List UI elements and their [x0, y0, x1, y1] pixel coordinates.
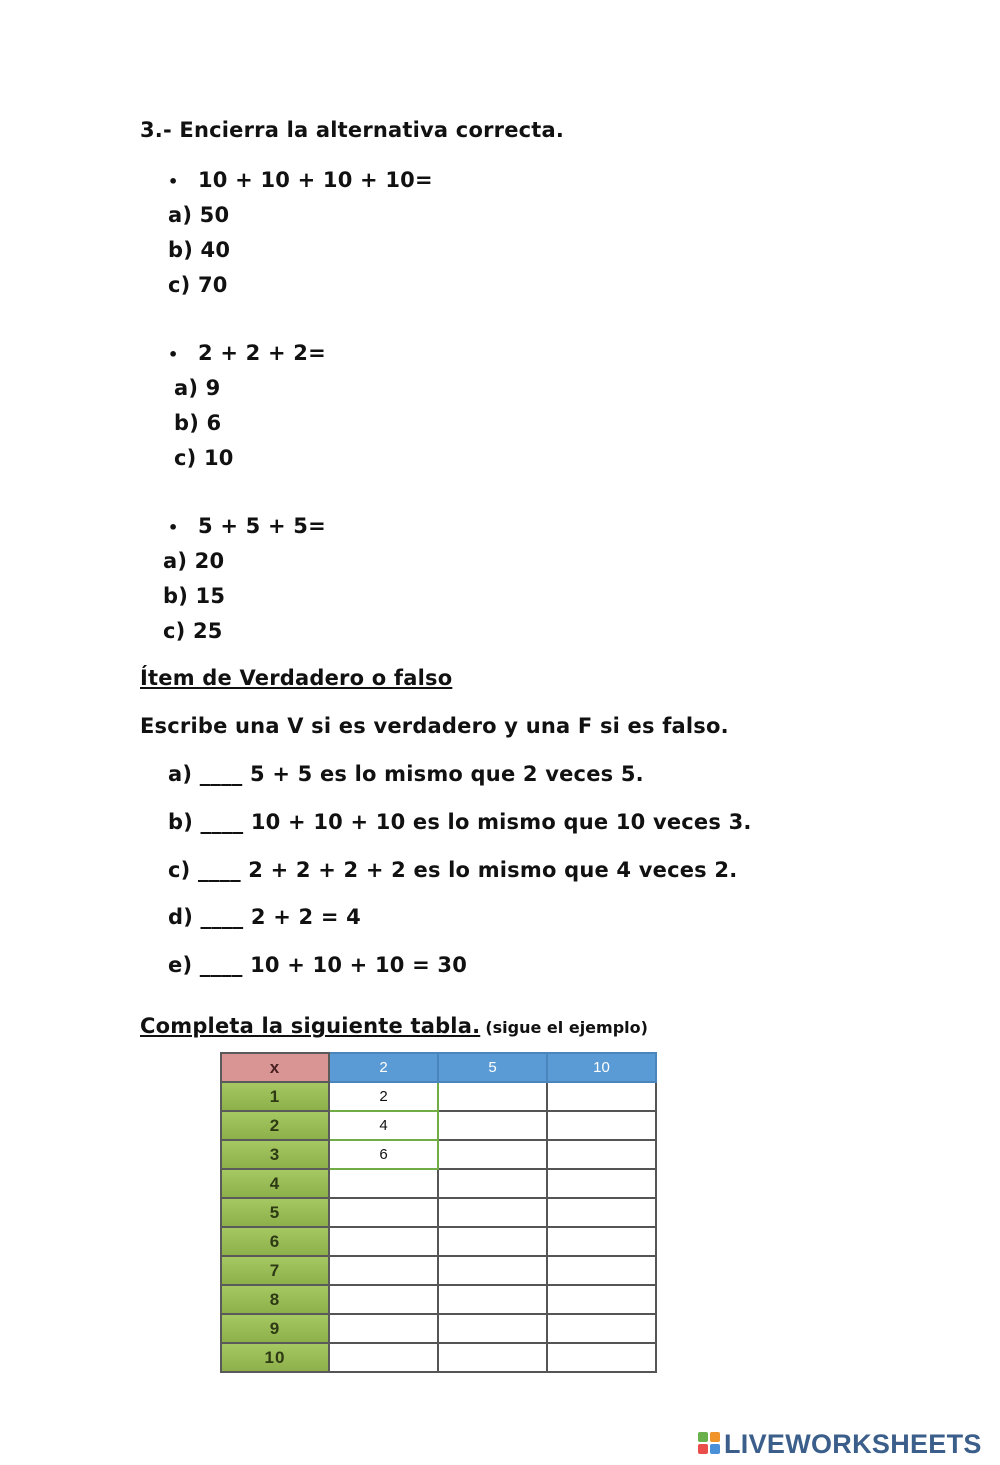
answer-cell[interactable] — [438, 1343, 547, 1372]
question-1-prompt: • 10 + 10 + 10 + 10= — [168, 168, 433, 192]
example-cell: 2 — [329, 1082, 438, 1111]
table-heading-row — [140, 1014, 648, 1038]
answer-cell[interactable] — [438, 1111, 547, 1140]
tf-item-a: a) ____ 5 + 5 es lo mismo que 2 veces 5. — [168, 762, 644, 786]
answer-blank[interactable]: ____ — [200, 810, 244, 834]
question-2-option-c[interactable]: c) 10 — [174, 446, 234, 470]
multiplication-table — [220, 1052, 657, 1373]
table-heading: Completa la siguiente tabla. — [140, 1014, 481, 1038]
answer-blank[interactable]: ____ — [197, 858, 241, 882]
tf-item-c: c) ____ 2 + 2 + 2 + 2 es lo mismo que 4 veces 2. — [168, 858, 738, 882]
true-false-heading: Ítem de Verdadero o falso — [140, 666, 453, 690]
answer-cell[interactable] — [438, 1198, 547, 1227]
row-header: 5 — [221, 1198, 329, 1227]
answer-cell[interactable] — [547, 1198, 656, 1227]
row-header: 8 — [221, 1285, 329, 1314]
table-row — [221, 1198, 656, 1227]
answer-cell[interactable] — [547, 1169, 656, 1198]
question-1-option-a[interactable]: a) 50 — [168, 203, 230, 227]
answer-cell[interactable] — [438, 1227, 547, 1256]
question-3-option-b[interactable]: b) 15 — [163, 584, 226, 608]
row-header: 9 — [221, 1314, 329, 1343]
row-header: 6 — [221, 1227, 329, 1256]
answer-cell[interactable] — [438, 1256, 547, 1285]
answer-cell[interactable] — [329, 1343, 438, 1372]
table-corner: x — [221, 1053, 329, 1082]
logo-text: LIVEWORKSHEETS — [724, 1428, 982, 1459]
answer-cell[interactable] — [329, 1285, 438, 1314]
tf-item-b: b) ____ 10 + 10 + 10 es lo mismo que 10 veces 3. — [168, 810, 752, 834]
answer-cell[interactable] — [329, 1256, 438, 1285]
bullet-icon: • — [168, 345, 179, 364]
answer-cell[interactable] — [547, 1343, 656, 1372]
true-false-instruction: Escribe una V si es verdadero y una F si es falso. — [140, 714, 729, 738]
question-3-prompt: • 5 + 5 + 5= — [168, 514, 326, 538]
column-header: 10 — [547, 1053, 656, 1082]
table-row — [221, 1111, 656, 1140]
table-row — [221, 1314, 656, 1343]
question-2-option-a[interactable]: a) 9 — [174, 376, 221, 400]
question-2-option-b[interactable]: b) 6 — [174, 411, 222, 435]
table-row — [221, 1285, 656, 1314]
answer-cell[interactable] — [547, 1285, 656, 1314]
answer-cell[interactable] — [438, 1314, 547, 1343]
answer-cell[interactable] — [547, 1227, 656, 1256]
table-row — [221, 1256, 656, 1285]
answer-cell[interactable] — [438, 1169, 547, 1198]
table-row — [221, 1140, 656, 1169]
table-header-row — [221, 1053, 656, 1082]
answer-cell[interactable] — [547, 1314, 656, 1343]
table-row — [221, 1082, 656, 1111]
row-header: 2 — [221, 1111, 329, 1140]
answer-cell[interactable] — [547, 1140, 656, 1169]
table-note: (sigue el ejemplo) — [485, 1018, 648, 1037]
table-row — [221, 1227, 656, 1256]
question-1-option-c[interactable]: c) 70 — [168, 273, 228, 297]
row-header: 3 — [221, 1140, 329, 1169]
example-cell: 4 — [329, 1111, 438, 1140]
table-row — [221, 1343, 656, 1372]
answer-cell[interactable] — [329, 1227, 438, 1256]
question-1-option-b[interactable]: b) 40 — [168, 238, 231, 262]
answer-blank[interactable]: ____ — [200, 905, 244, 929]
answer-cell[interactable] — [438, 1140, 547, 1169]
question-3-option-a[interactable]: a) 20 — [163, 549, 225, 573]
liveworksheets-logo[interactable] — [698, 1428, 982, 1460]
answer-cell[interactable] — [547, 1111, 656, 1140]
answer-cell[interactable] — [438, 1285, 547, 1314]
section-title: 3.- Encierra la alternativa correcta. — [140, 118, 565, 142]
row-header: 10 — [221, 1343, 329, 1372]
table-row — [221, 1169, 656, 1198]
column-header: 5 — [438, 1053, 547, 1082]
bullet-icon: • — [168, 518, 179, 537]
answer-cell[interactable] — [329, 1198, 438, 1227]
example-cell: 6 — [329, 1140, 438, 1169]
row-header: 1 — [221, 1082, 329, 1111]
answer-cell[interactable] — [329, 1314, 438, 1343]
answer-blank[interactable]: ____ — [199, 953, 243, 977]
tf-item-d: d) ____ 2 + 2 = 4 — [168, 905, 361, 929]
bullet-icon: • — [168, 172, 179, 191]
answer-cell[interactable] — [329, 1169, 438, 1198]
answer-cell[interactable] — [438, 1082, 547, 1111]
question-2-prompt: • 2 + 2 + 2= — [168, 341, 326, 365]
row-header: 4 — [221, 1169, 329, 1198]
answer-blank[interactable]: ____ — [199, 762, 243, 786]
question-3-option-c[interactable]: c) 25 — [163, 619, 223, 643]
answer-cell[interactable] — [547, 1082, 656, 1111]
row-header: 7 — [221, 1256, 329, 1285]
tf-item-e: e) ____ 10 + 10 + 10 = 30 — [168, 953, 468, 977]
column-header: 2 — [329, 1053, 438, 1082]
logo-grid-icon — [698, 1432, 722, 1456]
answer-cell[interactable] — [547, 1256, 656, 1285]
